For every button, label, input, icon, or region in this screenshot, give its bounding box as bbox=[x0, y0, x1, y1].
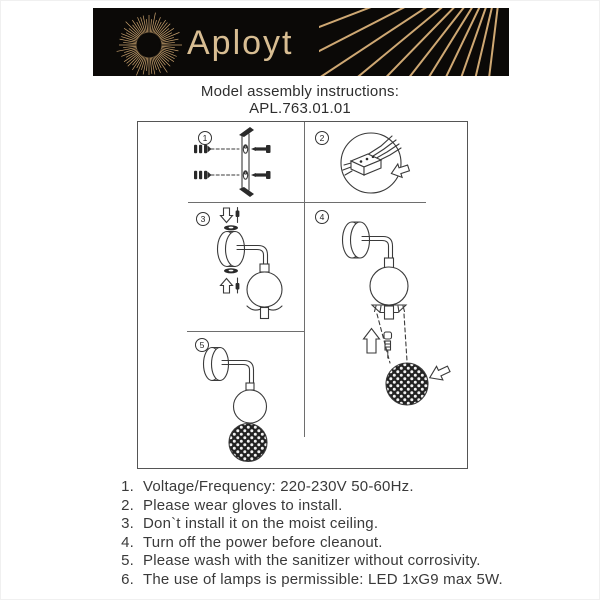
instruction-item bbox=[1, 497, 599, 516]
instruction-number: 5. bbox=[121, 552, 134, 570]
step-2-panel bbox=[305, 122, 469, 202]
instruction-text: The use of lamps is permissible: LED 1xG9 max 5W. bbox=[143, 570, 503, 588]
assembly-diagram bbox=[137, 121, 468, 469]
step-1-bracket-illustration bbox=[138, 122, 304, 202]
rays-decoration-icon bbox=[319, 8, 509, 76]
step-3-lamp-illustration bbox=[138, 202, 304, 331]
step-5-assembled-lamp-illustration bbox=[138, 331, 304, 470]
instruction-item bbox=[1, 534, 599, 553]
step-5-panel bbox=[138, 331, 304, 470]
instruction-text: Please wash with the sanitizer without corrosivity. bbox=[143, 552, 481, 570]
brand-name: Aployt bbox=[187, 24, 294, 62]
instruction-number: 1. bbox=[121, 478, 134, 495]
instruction-number: 3. bbox=[121, 515, 134, 533]
instruction-item bbox=[1, 552, 599, 571]
instruction-text: Please wear gloves to install. bbox=[143, 496, 343, 514]
page-title: Model assembly instructions: bbox=[200, 83, 400, 100]
instruction-item bbox=[1, 478, 599, 497]
model-number: APL.763.01.01 bbox=[249, 100, 351, 117]
step-3-badge: 3 bbox=[196, 212, 210, 226]
brand-banner bbox=[93, 8, 509, 76]
instruction-text: Turn off the power before cleanout. bbox=[143, 533, 383, 551]
step-2-badge: 2 bbox=[315, 131, 329, 145]
step-3-panel bbox=[138, 202, 304, 331]
instruction-text: Don`t install it on the moist ceiling. bbox=[143, 515, 379, 533]
instructions-list bbox=[1, 478, 599, 590]
step-1-badge: 1 bbox=[198, 131, 212, 145]
starburst-logo-icon bbox=[115, 11, 183, 76]
instruction-text: Voltage/Frequency: 220-230V 50-60Hz. bbox=[143, 478, 414, 495]
instruction-item bbox=[1, 515, 599, 534]
step-2-wiring-illustration bbox=[305, 122, 469, 202]
step-4-badge: 4 bbox=[315, 210, 329, 224]
step-1-panel bbox=[138, 122, 304, 202]
instruction-number: 2. bbox=[121, 496, 134, 514]
instruction-number: 6. bbox=[121, 570, 134, 588]
step-5-badge: 5 bbox=[195, 338, 209, 352]
instruction-item bbox=[1, 571, 599, 590]
instruction-number: 4. bbox=[121, 533, 134, 551]
step-4-shade-illustration bbox=[305, 202, 469, 470]
step-4-panel bbox=[305, 202, 469, 470]
title-block bbox=[1, 83, 599, 117]
